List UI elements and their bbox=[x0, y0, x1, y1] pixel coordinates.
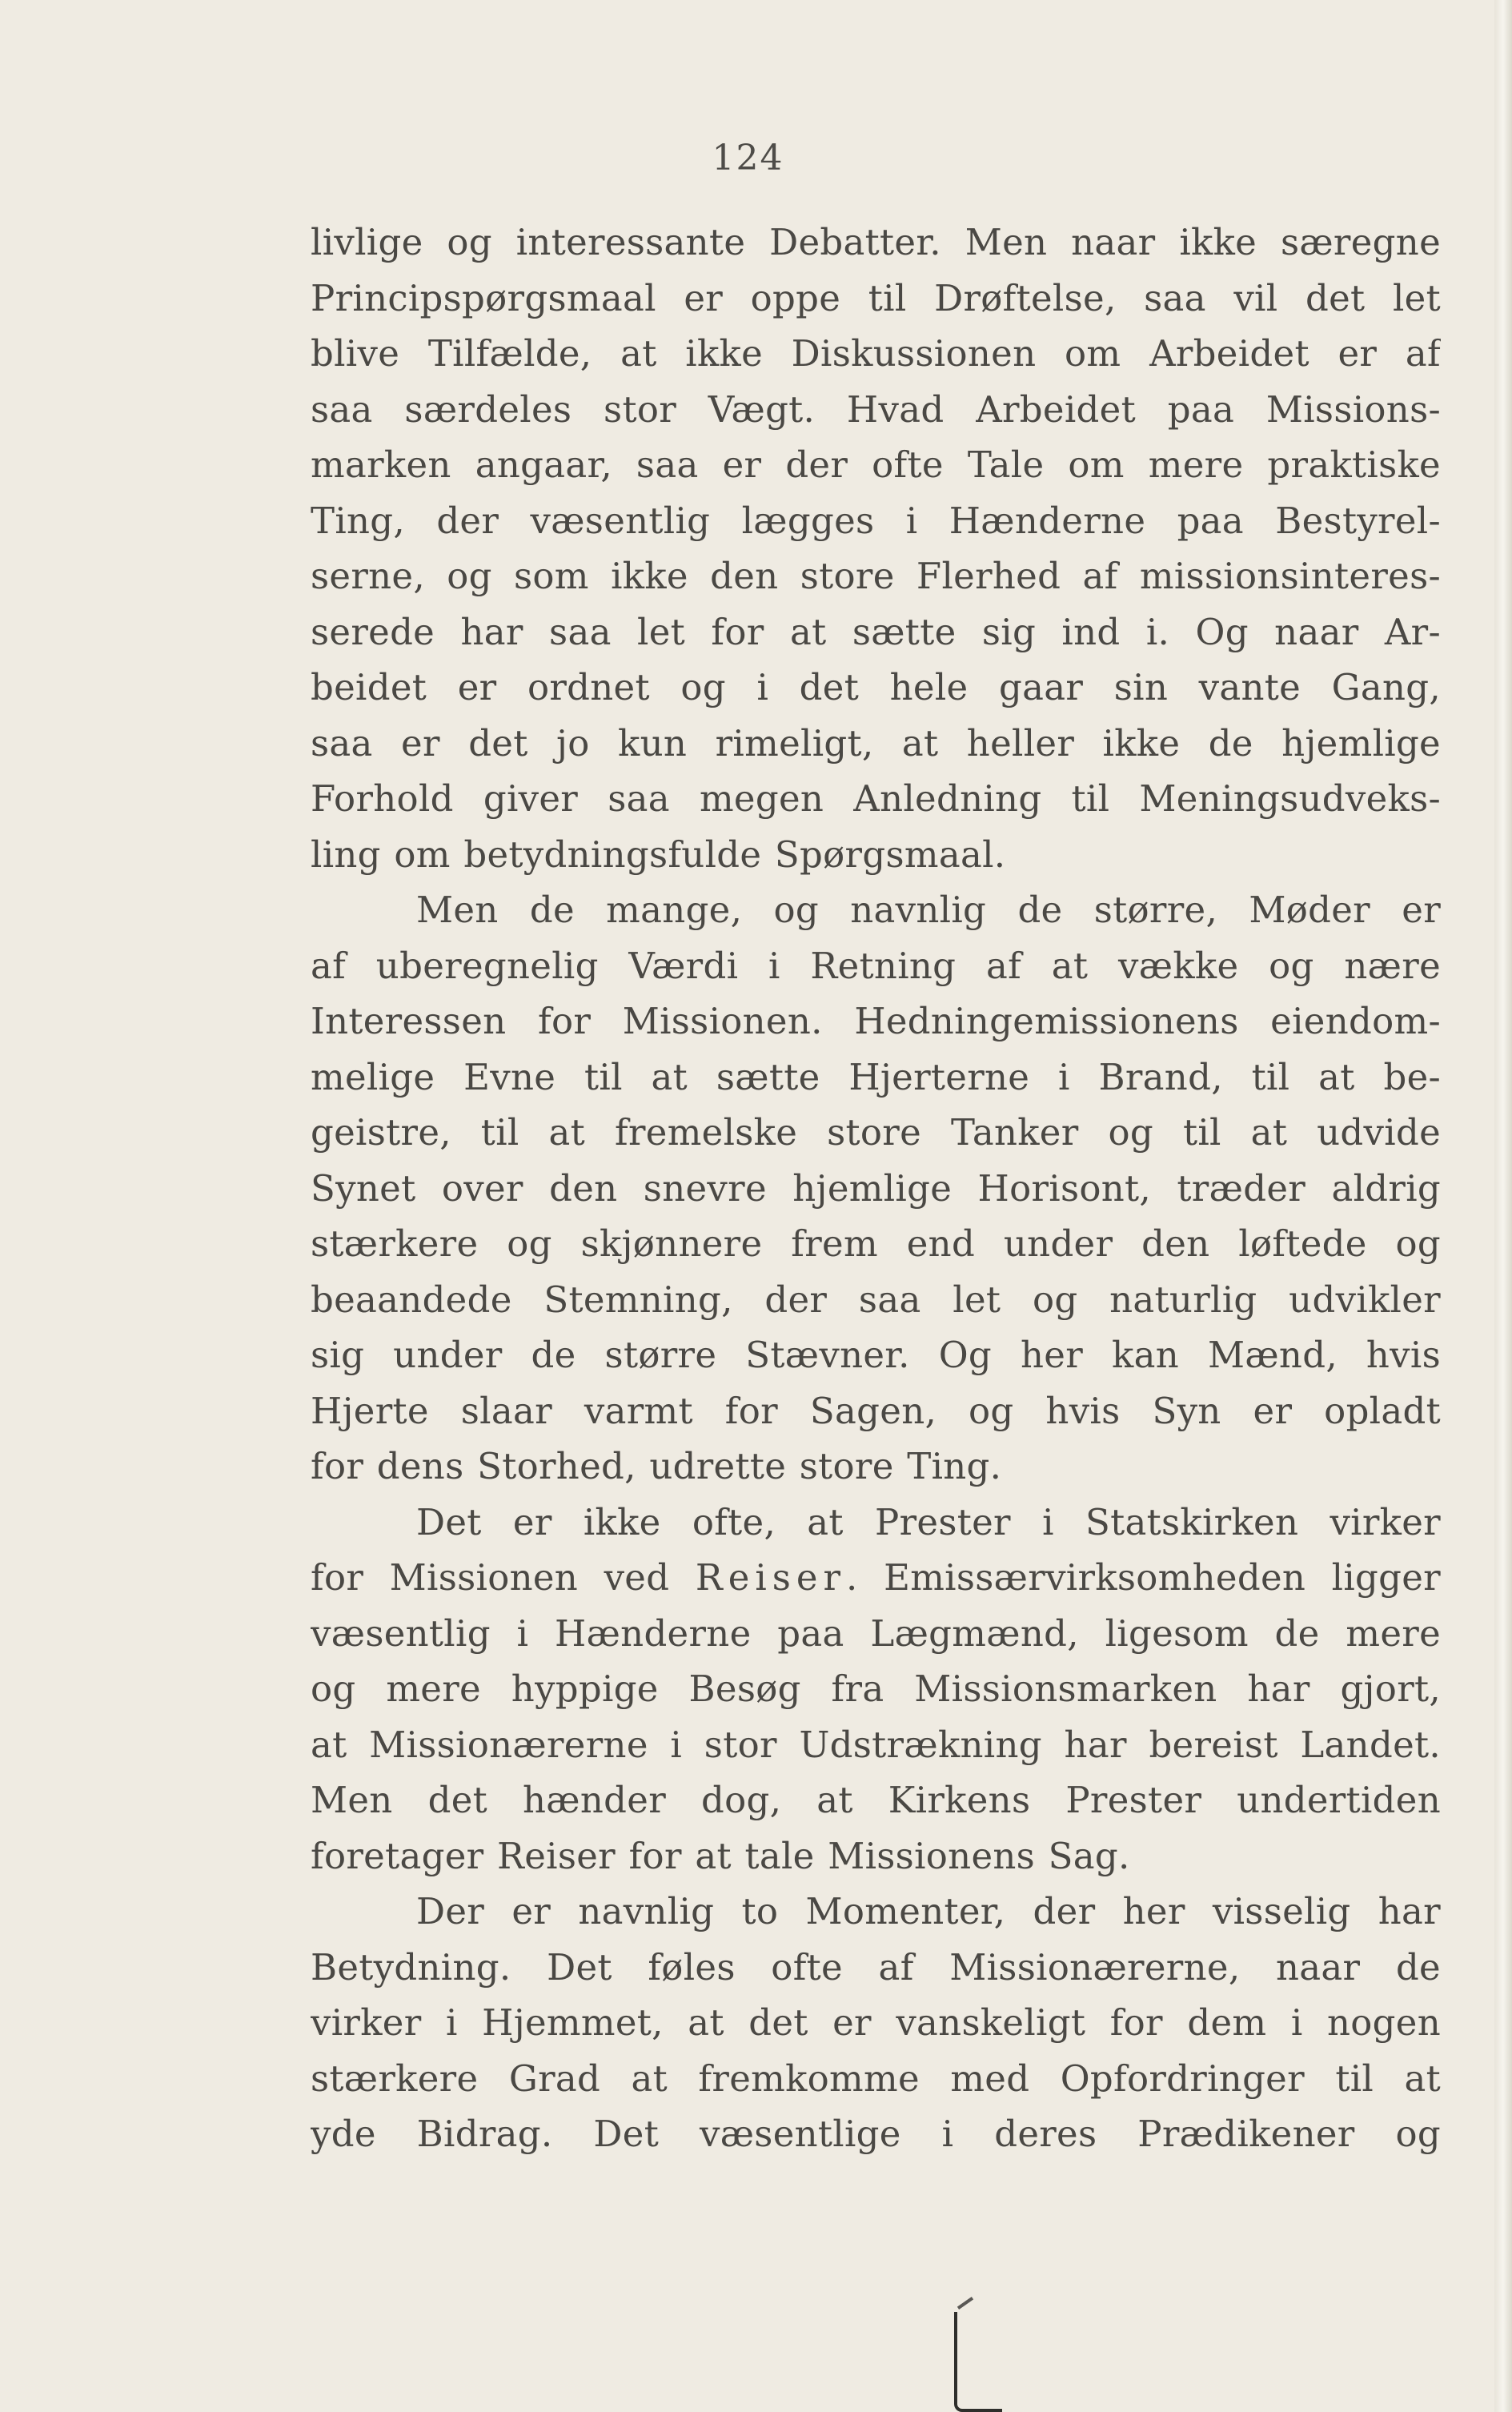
text-line: væsentlig i Hænderne paa Lægmænd, ligesom de mere bbox=[311, 1611, 1441, 1655]
page-edge bbox=[1494, 0, 1512, 2412]
text-line: serede har saa let for at sætte sig ind i. Og naar Ar- bbox=[311, 610, 1441, 653]
text-line: Forhold giver saa megen Anledning til Meningsudveks- bbox=[311, 777, 1441, 820]
text-line: saa særdeles stor Vægt. Hvad Arbeidet paa Missions- bbox=[311, 387, 1441, 431]
page-corner-tick bbox=[957, 2297, 973, 2310]
text-line bbox=[311, 1550, 1441, 1606]
text-line: ling om betydningsfulde Spørgsmaal. bbox=[311, 833, 1006, 876]
text-line: Principspørgsmaal er oppe til Drøftelse, saa vil det let bbox=[311, 276, 1441, 319]
text-line: Synet over den snevre hjemlige Horisont, træder aldrig bbox=[311, 1166, 1441, 1210]
text-line: Interessen for Missionen. Hedningemissionens eiendom- bbox=[311, 1000, 1441, 1042]
text-line: serne, og som ikke den store Flerhed af missionsinteres- bbox=[311, 555, 1441, 597]
text-line: Der er navnlig to Momenter, der her visselig har bbox=[416, 1890, 1441, 1932]
text-line: beidet er ordnet og i det hele gaar sin vante Gang, bbox=[311, 666, 1441, 708]
text-line: saa er det jo kun rimeligt, at heller ikke de hjemlige bbox=[311, 721, 1441, 765]
text-line: for dens Storhed, udrette store Ting. bbox=[311, 1445, 1002, 1487]
page-number: 124 bbox=[712, 138, 784, 179]
text-line: og mere hyppige Besøg fra Missionsmarken har gjort, bbox=[311, 1668, 1441, 1710]
text-line: Men det hænder dog, at Kirkens Prester undertiden bbox=[311, 1779, 1441, 1821]
text-line: livlige og interessante Debatter. Men naar ikke særegne bbox=[311, 221, 1441, 263]
page-corner-mark bbox=[954, 2312, 1002, 2412]
spaced-word: Reiser bbox=[695, 1556, 846, 1599]
text-line: blive Tilfælde, at ikke Diskussionen om Arbeidet er af bbox=[311, 332, 1441, 375]
text-line: beaandede Stemning, der saa let og naturlig udvikler bbox=[311, 1278, 1441, 1321]
text-line: geistre, til at fremelske store Tanker og til at udvide bbox=[311, 1111, 1441, 1154]
text-line: stærkere Grad at fremkomme med Opfordringer til at bbox=[311, 2057, 1441, 2100]
text-segment: . Emissærvirksomheden ligger bbox=[845, 1556, 1441, 1599]
text-line: Det er ikke ofte, at Prester i Statskirken virker bbox=[416, 1500, 1441, 1543]
text-line: Betydning. Det føles ofte af Missionærerne, naar de bbox=[311, 1945, 1441, 1989]
text-line: marken angaar, saa er der ofte Tale om mere praktiske bbox=[311, 443, 1441, 486]
text-line: stærkere og skjønnere frem end under den løftede og bbox=[311, 1222, 1441, 1265]
text-line: Men de mange, og navnlig de større, Møder er bbox=[416, 889, 1441, 931]
text-line: yde Bidrag. Det væsentlige i deres Prædikener og bbox=[311, 2113, 1441, 2155]
text-line: Hjerte slaar varmt for Sagen, og hvis Syn er opladt bbox=[311, 1389, 1441, 1432]
body-text bbox=[311, 215, 1441, 2162]
text-line: at Missionærerne i stor Udstrækning har bereist Landet. bbox=[311, 1723, 1441, 1766]
text-line: melige Evne til at sætte Hjerterne i Brand, til at be- bbox=[311, 1055, 1441, 1098]
text-line: sig under de større Stævner. Og her kan Mænd, hvis bbox=[311, 1334, 1441, 1376]
text-line: virker i Hjemmet, at det er vanskeligt for dem i nogen bbox=[311, 2001, 1441, 2044]
text-line: af uberegnelig Værdi i Retning af at vække og nære bbox=[311, 944, 1441, 987]
text-line: Ting, der væsentlig lægges i Hænderne paa Bestyrel- bbox=[311, 499, 1441, 542]
text-line: foretager Reiser for at tale Missionens Sag. bbox=[311, 1834, 1130, 1877]
text-segment: for Missionen ved bbox=[311, 1556, 696, 1599]
